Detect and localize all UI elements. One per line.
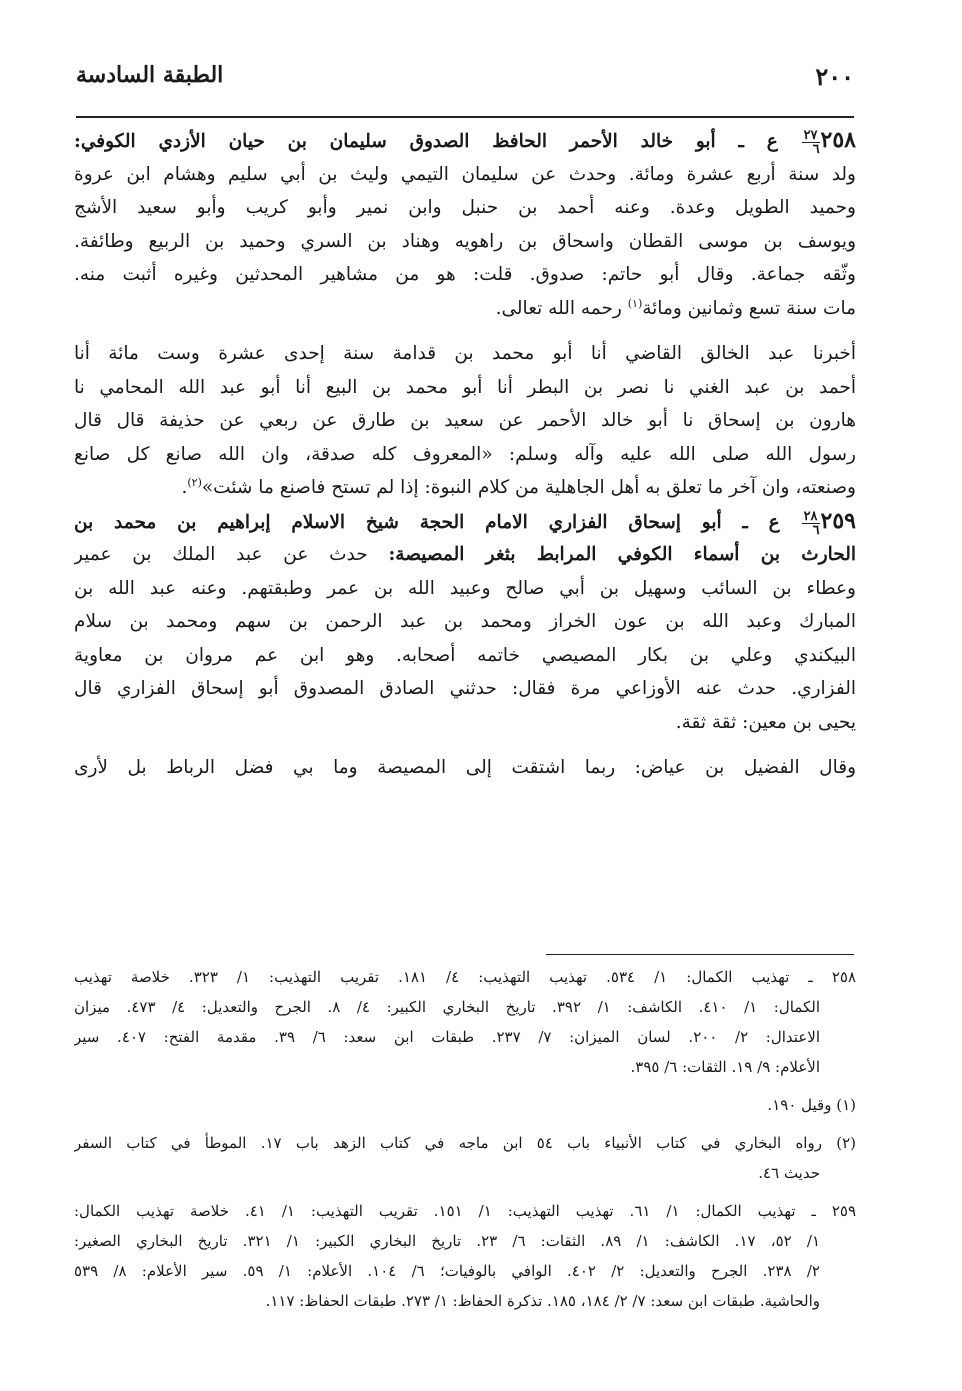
text-line: وثّقه جماعة. وقال أبو حاتم: صدوق. قلت: هو من مشاهير المحدثين وغيره أثبت منه. xyxy=(74,264,856,285)
text-line: مات سنة تسع وثمانين ومائة$^{(١)}$ رحمه الله تعالى. xyxy=(495,296,856,319)
text-line: ويوسف بن موسى القطان واسحاق بن راهويه وهناد بن السري وحميد بن الربيع وطائفة. xyxy=(74,230,856,252)
footnote-2: (٢) رواه البخاري في كتاب الأنبياء باب ٥٤ ابن ماجه في كتاب الزهد باب ١٧. الموطأ في كتاب السفر xyxy=(74,1134,856,1152)
hadith-line: أحمد بن عبد الغني نا نصر بن البطر أنا أبو محمد بن البيع أنا أبو عبد الله المحامي نا xyxy=(74,376,856,398)
footnote-2: حديث ٤٦. xyxy=(758,1164,820,1182)
text-line: البيكندي وعلي بن بكار المصيصي خاتمه أصحابه. وهو ابن عم مروان بن معاوية xyxy=(74,644,856,666)
continuation-line: وقال الفضيل بن عياض: ربما اشتقت إلى المصيصة وما بي فضل الرباط بل لأرى xyxy=(74,757,856,778)
hadith-line: رسول الله صلى الله عليه وآله وسلم: «المعروف كله صدقة، وان الله صانع كل صانع xyxy=(74,443,856,465)
footnotes xyxy=(74,962,856,1316)
entry-258-heading xyxy=(74,124,856,158)
footnote-mark[interactable]: (٢) xyxy=(187,475,202,489)
text-line: المبارك وعبد الله بن عون الخراز ومحمد بن عبد الرحمن بن سهم ومحمد بن سلام xyxy=(74,611,856,632)
entry-heading-text: ع ـ أبو إسحاق الفزاري الامام الحجة شيخ الاسلام إبراهيم بن محمد بن xyxy=(74,511,780,533)
main-text xyxy=(74,124,856,785)
page-number: ٢٠٠ xyxy=(815,62,854,91)
footnote-ref-258: ٢٥٨ ـ تهذيب الكمال: ١/ ٥٣٤. تهذيب التهذيب: ٤/ ١٨١. تقريب التهذيب: ١/ ٣٢٣. خلاصة تهذيب xyxy=(74,968,856,986)
hadith-line: وصنعته، وان آخر ما تعلق به أهل الجاهلية من كلام النبوة: إذا لم تستح فاصنع ما شئت»$^{(٢)}$. xyxy=(181,475,856,498)
footnote-ref-259: ٢/ ٢٣٨. الجرح والتعديل: ٢/ ٤٠٢. الوافي بالوفيات؛ ٦/ ١٠٤. الأعلام: ١/ ٥٩. سير الأعلام: ٨/ ٥٣٩ xyxy=(74,1262,820,1280)
text-line: وعطاء بن السائب وسهيل بن أبي صالح وعبيد الله بن عمر وطبقتهم. وعنه عبد الله بن xyxy=(74,577,856,599)
entry-heading-text: ع ـ أبو خالد الأحمر الحافظ الصدوق سليمان بن حيان الأزدي الكوفي: xyxy=(74,131,778,152)
footnote-ref-259: ٢٥٩ ـ تهذيب الكمال: ١/ ٦١. تهذيب التهذيب: ١/ ١٥١. تقريب التهذيب: ١/ ٤١. خلاصة تهذيب الكمال: xyxy=(74,1202,856,1220)
footnote-ref-258: الكمال: ١/ ٤١٠. الكاشف: ١/ ٣٩٢. تاريخ البخاري الكبير: ٤/ ٨. الجرح والتعديل: ٤/ ٤٧٣. ميزان xyxy=(74,998,820,1016)
page-header xyxy=(76,58,854,102)
footnote-ref-259: والحاشية. طبقات ابن سعد: ٧/ ٢/ ١٨٤، ١٨٥. تذكرة الحفاظ: ١/ ٢٧٣. طبقات الحفاظ: ١١٧. xyxy=(265,1292,820,1310)
text-line: الحارث بن أسماء الكوفي المرابط بثغر المصيصة: حدث عن عبد الملك بن عمير xyxy=(74,544,856,565)
hadith-line: هارون بن إسحاق نا أبو خالد الأحمر عن سعيد بن طارق عن ربعي عن حذيفة قال قال xyxy=(74,410,856,431)
running-title: الطبقة السادسة xyxy=(76,62,224,88)
entry-fraction: $\frac{٢٨}{٦}$ xyxy=(803,508,820,538)
footnote-ref-259: ١/ ٥٢، ١٧. الكاشف: ١/ ٨٩. الثقات: ٦/ ٢٣. تاريخ البخاري الكبير: ١/ ٣٢١. تاريخ البخاري الصغير: xyxy=(74,1232,820,1250)
footnote-mark[interactable]: (١) xyxy=(627,296,643,310)
entry-number: ٢٥٩ xyxy=(820,507,856,534)
text-line: الفزاري. حدث عنه الأوزاعي مرة فقال: حدثني الصادق المصدوق أبو إسحاق الفزاري قال xyxy=(74,678,856,699)
footnote-rule xyxy=(546,954,854,955)
entry-number: ٢٥٨ xyxy=(820,127,856,153)
footnote-1: (١) وقيل ١٩٠. xyxy=(767,1096,856,1114)
header-rule xyxy=(76,116,854,118)
footnote-ref-258: الاعتدال: ٢/ ٢٠٠. لسان الميزان: ٧/ ٢٣٧. طبقات ابن سعد: ٦/ ٣٩. مقدمة الفتح: ٤٠٧. سير xyxy=(74,1028,820,1046)
entry-fraction: $\frac{٢٧}{٦}$ xyxy=(803,128,820,158)
text-line: يحيى بن معين: ثقة ثقة. xyxy=(675,711,856,733)
footnote-ref-258: الأعلام: ٩/ ١٩. الثقات: ٦/ ٣٩٥. xyxy=(630,1058,820,1076)
text-line: وحميد الطويل وعدة. وعنه أحمد بن حنبل وابن نمير وأبو كريب وأبو سعيد الأشج xyxy=(74,197,856,218)
hadith-line: أخبرنا عبد الخالق القاضي أنا أبو محمد بن قدامة سنة إحدى عشرة وست مائة أنا xyxy=(74,343,856,364)
entry-259-heading xyxy=(74,505,856,539)
text-line: ولد سنة أربع عشرة ومائة. وحدث عن سليمان التيمي وليث بن أبي سليم وهشام ابن عروة xyxy=(74,163,856,185)
